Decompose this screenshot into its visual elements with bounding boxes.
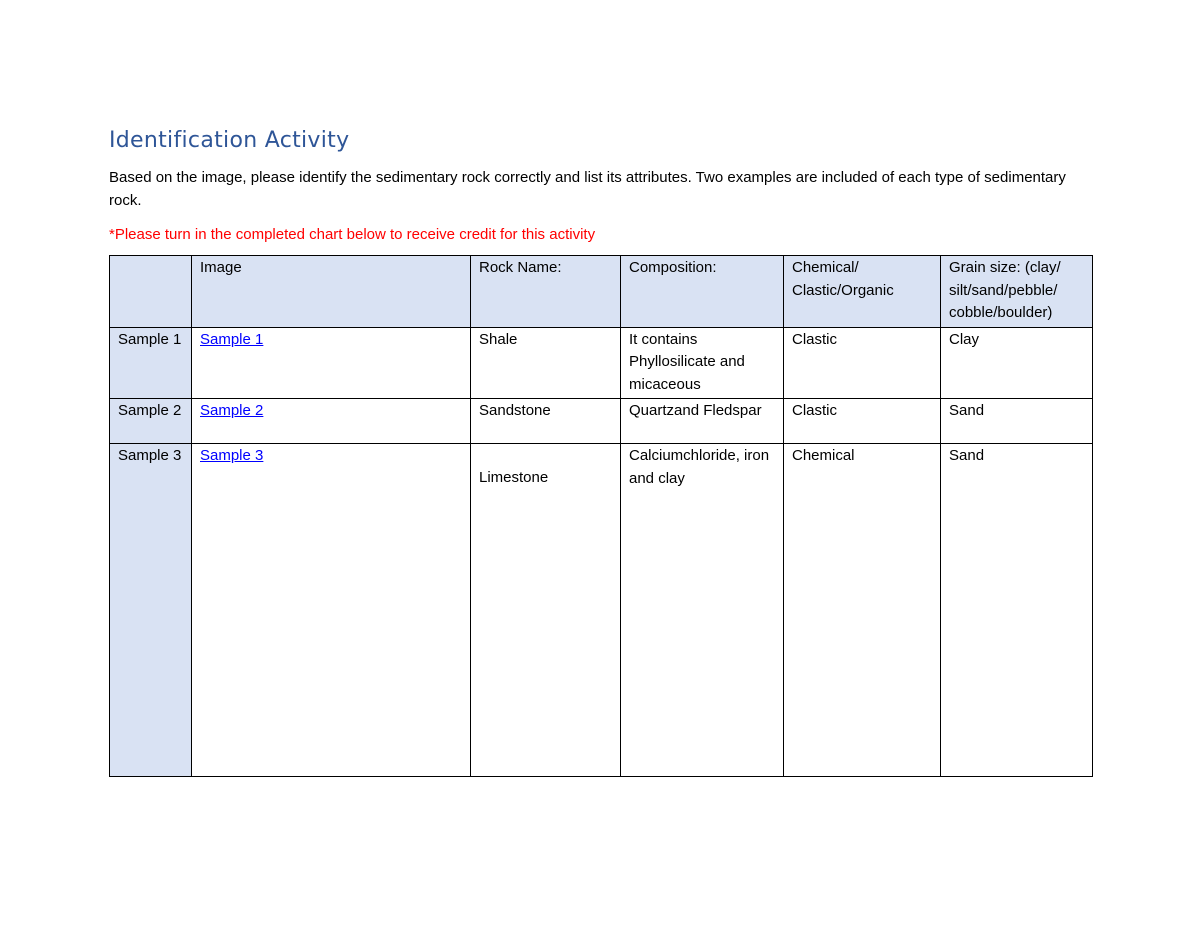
header-cell-rock-name: Rock Name: xyxy=(471,256,621,328)
type-cell: Clastic xyxy=(784,399,941,444)
composition-cell: Quartzand Fledspar xyxy=(621,399,784,444)
rock-name-cell: Shale xyxy=(471,327,621,399)
composition-cell: It contains Phyllosilicate and micaceous xyxy=(621,327,784,399)
document-heading: Identification Activity xyxy=(109,128,350,153)
grain-size-cell: Sand xyxy=(941,444,1093,777)
rock-name-cell: Sandstone xyxy=(471,399,621,444)
header-cell-image: Image xyxy=(192,256,471,328)
type-cell: Chemical xyxy=(784,444,941,777)
image-cell xyxy=(192,399,471,444)
sample-3-link[interactable]: Sample 3 xyxy=(200,447,264,464)
sample-1-link[interactable]: Sample 1 xyxy=(200,330,264,348)
sample-2-link[interactable]: Sample 2 xyxy=(200,402,264,419)
instructions-paragraph: Based on the image, please identify the sedimentary rock correctly and list its attributes. Two examples are included of each type of sedimentary rock. xyxy=(109,169,1066,209)
rock-name-text: Limestone xyxy=(479,469,549,486)
header-cell-blank xyxy=(110,256,192,328)
table-row xyxy=(110,399,1093,444)
rock-name-cell xyxy=(471,444,621,777)
image-cell xyxy=(192,444,471,777)
table-header-row xyxy=(110,256,1093,328)
row-label: Sample 3 xyxy=(110,444,192,777)
row-label: Sample 2 xyxy=(110,399,192,444)
table-row xyxy=(110,327,1093,399)
row-label: Sample 1 xyxy=(110,327,192,399)
grain-size-cell: Sand xyxy=(941,399,1093,444)
composition-cell: Calciumchloride, iron and clay xyxy=(621,444,784,777)
document-page xyxy=(109,126,1092,777)
header-cell-type: Chemical/ Clastic/Organic xyxy=(784,256,941,328)
grain-size-cell: Clay xyxy=(941,327,1093,399)
header-cell-composition: Composition: xyxy=(621,256,784,328)
image-cell xyxy=(192,327,471,399)
header-cell-grain-size: Grain size: (clay/ silt/sand/pebble/ cobble/boulder) xyxy=(941,256,1093,328)
type-cell: Clastic xyxy=(784,327,941,399)
submission-notice: *Please turn in the completed chart below to receive credit for this activity xyxy=(109,226,596,243)
table-row xyxy=(110,444,1093,777)
rock-identification-table xyxy=(109,255,1093,777)
